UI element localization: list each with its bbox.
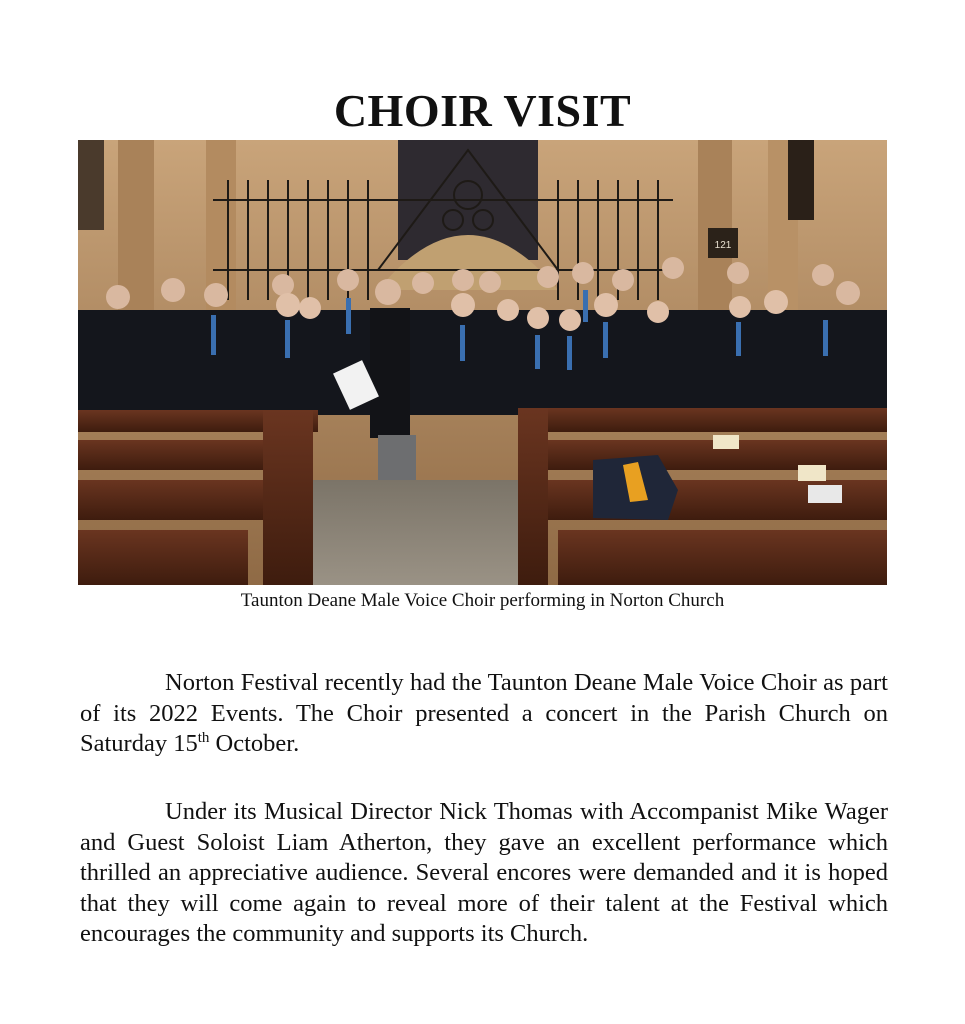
paragraph-event-tail: October. [209,730,300,757]
choir-photo-illustration [78,140,887,585]
paragraph-performance-text: Under its Musical Director Nick Thomas with Accompanist Mike Wager and Guest Soloist Liam Atherton, they gave an excellent performance which thrilled an appreciative audience. Several encores were demanded and it is hoped that they will come again to reveal more of their talent at the Festival which encourages the community and supports its Church. [80,798,888,947]
paragraph-performance [80,797,888,950]
ordinal-suffix: th [197,729,210,746]
paragraph-event-text: Norton Festival recently had the Taunton Deane Male Voice Choir as part of its 2022 Events. The Choir presented a concert in the Parish Church on Saturday 15 [80,669,888,757]
hymn-board-number: 121 [714,240,732,251]
paragraph-event [80,668,888,760]
photo-caption: Taunton Deane Male Voice Choir performing in Norton Church [240,590,725,611]
choir-photo [78,140,887,585]
page-title: CHOIR VISIT [333,84,632,136]
